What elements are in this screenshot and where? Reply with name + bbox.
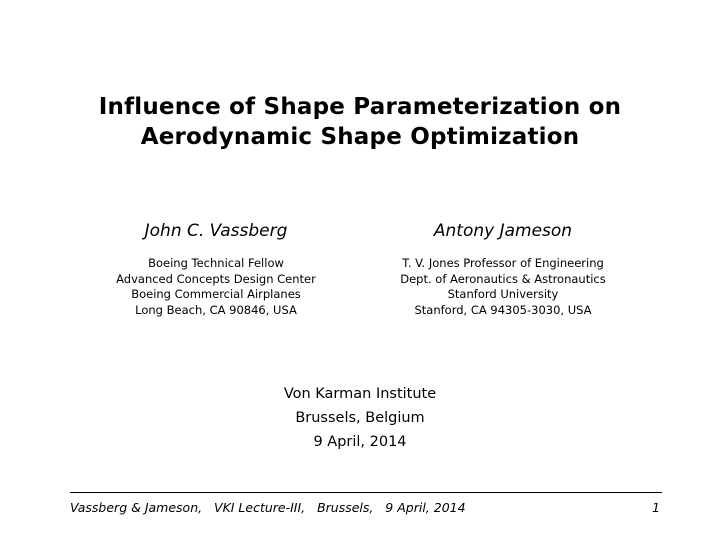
author-name: John C. Vassberg bbox=[144, 221, 288, 241]
affiliation-line: Boeing Commercial Airplanes bbox=[131, 287, 301, 301]
affiliation-line: Stanford, CA 94305-3030, USA bbox=[414, 302, 592, 317]
author-block-jameson bbox=[353, 220, 653, 318]
affiliation-line: Long Beach, CA 90846, USA bbox=[135, 302, 297, 317]
title-line-1: Influence of Shape Parameterization on bbox=[98, 94, 622, 120]
affiliation-line: T. V. Jones Professor of Engineering bbox=[402, 256, 604, 270]
venue-date: 9 April, 2014 bbox=[313, 434, 407, 450]
venue-institute: Von Karman Institute bbox=[283, 386, 437, 402]
venue-location: Brussels, Belgium bbox=[295, 410, 425, 426]
affiliation-line: Stanford University bbox=[447, 287, 559, 301]
venue-block bbox=[0, 382, 720, 454]
title-line-2: Aerodynamic Shape Optimization bbox=[140, 124, 580, 150]
affiliation-line: Boeing Technical Fellow bbox=[148, 256, 284, 270]
slide-title bbox=[0, 92, 720, 152]
author-block-vassberg bbox=[66, 220, 366, 318]
affiliation-line: Advanced Concepts Design Center bbox=[116, 271, 316, 286]
footer-citation: Vassberg & Jameson, VKI Lecture-III, Brussels, 9 April, 2014 bbox=[70, 500, 466, 515]
page-number: 1 bbox=[652, 500, 660, 515]
affiliation-line: Dept. of Aeronautics & Astronautics bbox=[400, 271, 606, 286]
footer-divider bbox=[70, 492, 662, 493]
author-name: Antony Jameson bbox=[433, 221, 573, 241]
